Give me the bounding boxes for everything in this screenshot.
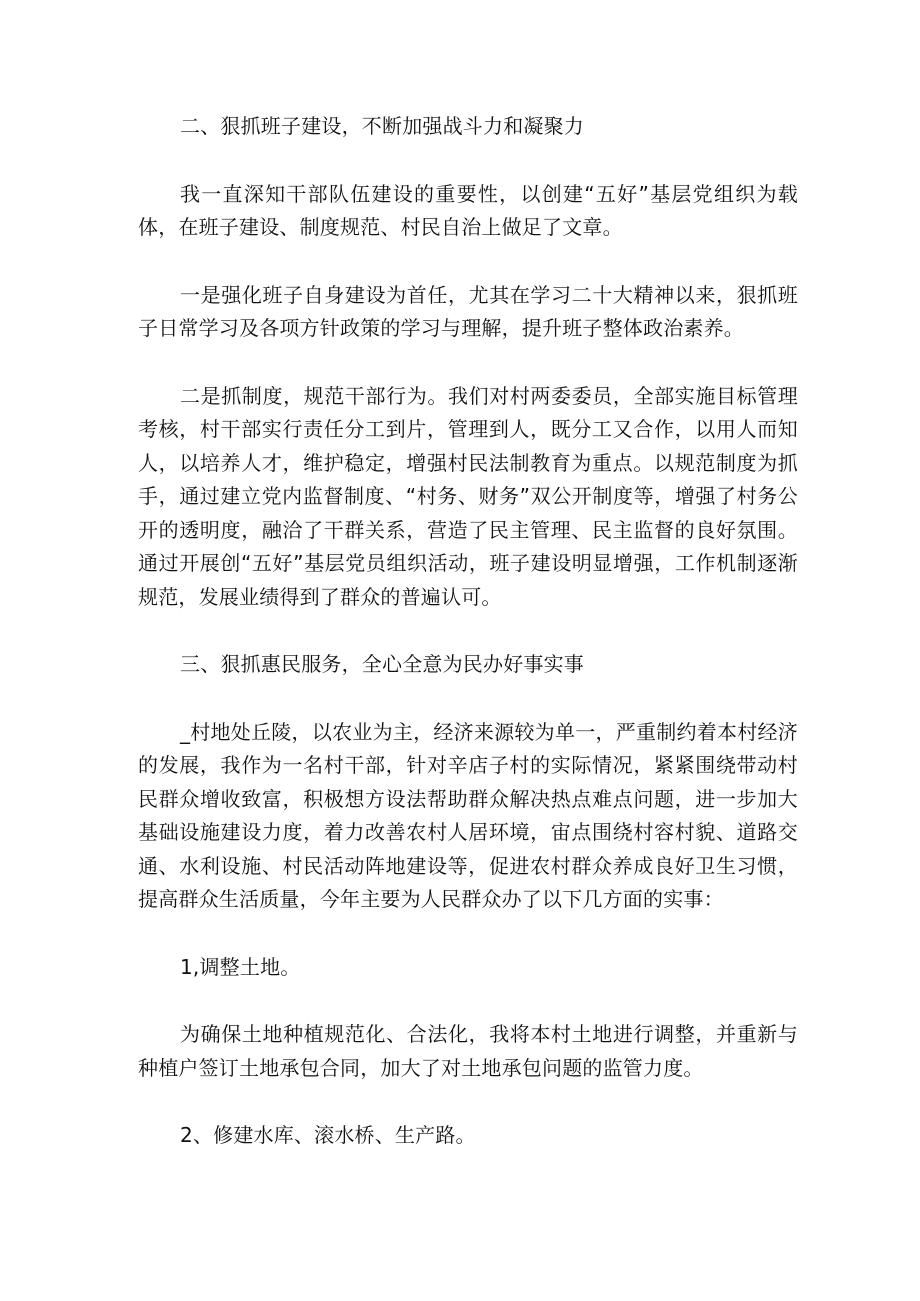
paragraph: 我一直深知干部队伍建设的重要性，以创建“五好”基层党组织为载体，在班子建设、制度规范、村民自治上做足了文章。: [138, 181, 798, 239]
list-item-heading: 1,调整土地。: [180, 954, 301, 979]
section-heading-3: 三、狠抓惠民服务，全心全意为民办好事实事: [180, 652, 584, 676]
list-item-heading: 2、修建水库、滚水桥、生产路。: [180, 1123, 476, 1147]
paragraph: _村地处丘陵，以农业为主，经济来源较为单一，严重制约着本村经济的发展，我作为一名村干部，针对辛店子村的实际情况，紧紧围绕带动村民群众增收致富，积极想方设法帮助群众解决热点难点问题，进一步加大基础设施建设力度，着力改善农村人居环境，宙点围绕村容村貌、道路交通、水利设施、村民活动阵地建设等，促进农村群众养成良好卫生习惯，提高群众生活质量，今年主要为人民群众办了以下几方面的实事：: [138, 719, 798, 911]
paragraph: 二是抓制度，规范干部行为。我们对村两委委员，全部实施目标管理考核，村干部实行责任分工到片，管理到人，既分工又合作，以用人而知人，以培养人才，维护稳定，增强村民法制教育为重点。以规范制度为抓手，通过建立党内监督制度、“村务、财务”双公开制度等，增强了村务公开的透明度，融洽了干群关系，营造了民主管理、民主监督的良好氛围。通过开展创“五好”基层党员组织活动，班子建设明显增强，工作机制逐渐规范，发展业绩得到了群众的普遍认可。: [138, 383, 798, 609]
document-body: [138, 110, 798, 1153]
section-heading-2: 二、狠抓班子建设，不断加强战斗力和凝聚力: [180, 114, 584, 138]
paragraph: 一是强化班子自身建设为首任，尤其在学习二十大精神以来，狠抓班子日常学习及各项方针政策的学习与理解，提升班子整体政治素养。: [138, 282, 798, 340]
paragraph: 为确保土地种植规范化、合法化，我将本村土地进行调整，并重新与种植户签订土地承包合同，加大了对土地承包问题的监管力度。: [138, 1022, 798, 1080]
